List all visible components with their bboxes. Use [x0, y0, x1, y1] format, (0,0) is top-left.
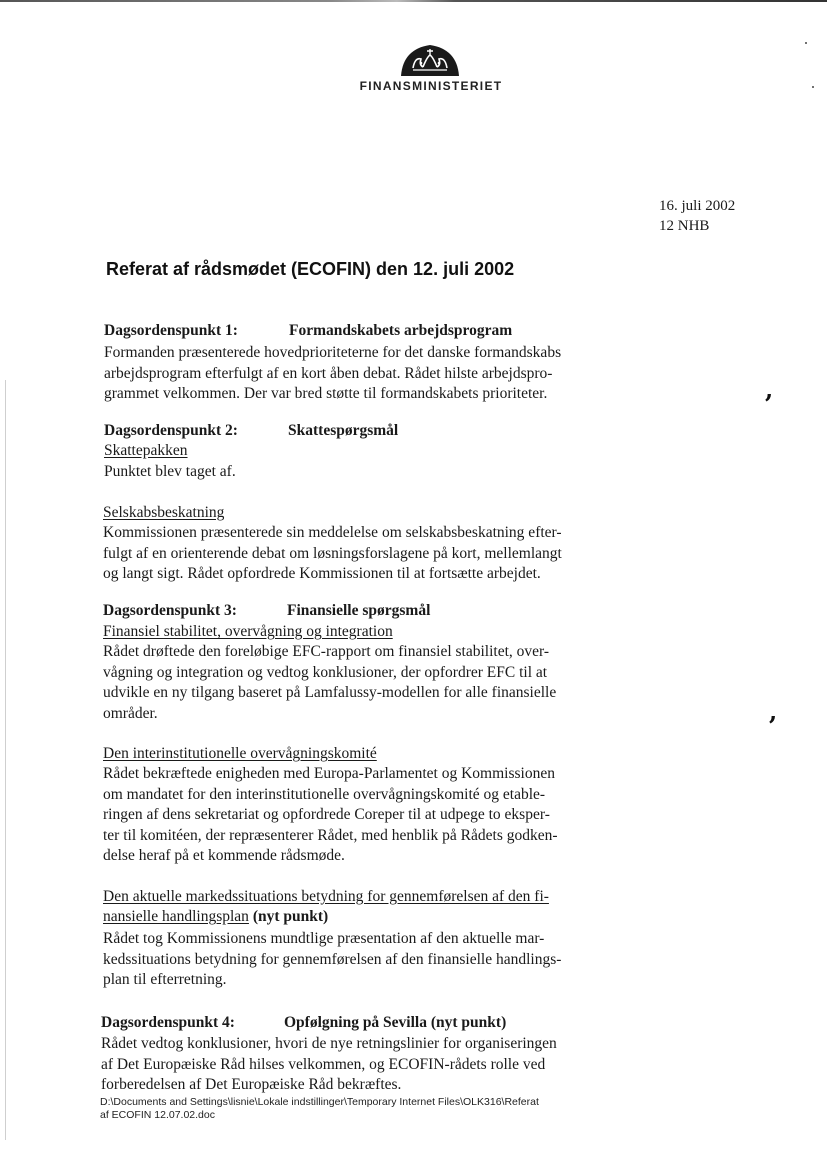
- subheading-text: nansielle handlingsplan: [103, 908, 249, 925]
- overvaagningskomite-text: [103, 764, 633, 867]
- agenda-item-topic: Finansielle spørgsmål: [287, 602, 431, 619]
- agenda-item-number: Dagsordenspunkt 1:: [104, 322, 238, 339]
- punch-hole-mark: ’: [768, 712, 778, 742]
- agenda-item-4-heading: [101, 1014, 507, 1032]
- document-reference: 12 NHB: [659, 218, 710, 234]
- text-line: vågning og integration og vedtog konklusioner, der opfordrer EFC til at: [103, 663, 548, 681]
- agenda-item-topic: Formandskabets arbejdsprogram: [289, 322, 513, 339]
- agenda-item-2-heading: [104, 422, 399, 440]
- subheading-skattepakken: Skattepakken: [104, 442, 188, 459]
- text-line: udvikle en ny tilgang baseret på Lamfalussy-modellen for alle finansielle: [103, 684, 557, 702]
- subheading-overvaagningskomite: Den interinstitutionelle overvågningskomité: [103, 745, 377, 762]
- agenda-item-number: Dagsordenspunkt 3:: [103, 602, 237, 619]
- scan-top-border: [0, 0, 827, 2]
- agenda-item-1-text: [104, 343, 634, 405]
- text-line: Rådet bekræftede enigheden med Europa-Parlamentet og Kommissionen: [103, 765, 555, 782]
- text-line: og langt sigt. Rådet opfordrede Kommissionen til at fortsætte arbejdet.: [103, 565, 541, 583]
- text-line: grammet velkommen. Der var bred støtte til formandskabets prioriteter.: [104, 385, 548, 403]
- selskabsbeskatning-text: [103, 523, 633, 585]
- document-title: Referat af rådsmødet (ECOFIN) den 12. juli 2002: [106, 259, 515, 279]
- scan-speck: [812, 86, 814, 88]
- text-line: forberedelsen af Det Europæiske Råd bekræftes.: [101, 1076, 402, 1094]
- skattepakken-text: [104, 462, 634, 483]
- document-date: 16. juli 2002: [659, 198, 736, 214]
- agenda-item-number: Dagsordenspunkt 2:: [104, 422, 238, 439]
- date-block: [659, 196, 735, 236]
- agenda-item-number: Dagsordenspunkt 4:: [101, 1014, 235, 1031]
- text-line: kedssituations betydning for gennemførelsen af den finansielle handlings-: [103, 950, 562, 968]
- text-line: ringen af dens sekretariat og opfordrede Coreper til at udpege to eksper-: [103, 806, 550, 824]
- text-line: områder.: [103, 704, 158, 722]
- text-line: ter til komitéen, der repræsenterer Rådet, med henblik på Rådets godken-: [103, 826, 558, 844]
- text-line: arbejdsprogram efterfulgt af en kort åben debat. Rådet hilste arbejdspro-: [104, 364, 553, 382]
- punch-hole-mark: ’: [764, 390, 774, 420]
- subheading-selskabsbeskatning: Selskabsbeskatning: [103, 504, 225, 521]
- text-line: Rådet vedtog konklusioner, hvori de nye retningslinier for organiseringen: [101, 1035, 557, 1052]
- text-line: fulgt af en orienterende debat om løsningsforslagene på kort, mellemlangt: [103, 544, 562, 562]
- text-line: om mandatet for den interinstitutionelle overvågningskomité og etable-: [103, 785, 546, 803]
- subheading-markedssituation-line2: [103, 908, 328, 926]
- agenda-item-topic: Skattespørgsmål: [288, 422, 399, 439]
- markedssituation-text: [103, 929, 633, 991]
- new-item-marker: (nyt punkt): [248, 908, 329, 925]
- file-path-footer: [100, 1096, 539, 1121]
- text-line: Rådet tog Kommissionens mundtlige præsentation af den aktuelle mar-: [103, 930, 545, 947]
- text-line: Formanden præsenterede hovedprioriteterne for det danske formandskabs: [104, 344, 562, 361]
- agenda-item-1-heading: [104, 322, 513, 340]
- ministry-name: FINANSMINISTERIET: [359, 79, 503, 93]
- file-path-line: D:\Documents and Settings\lisnie\Lokale indstillinger\Temporary Internet Files\OLK316\Referat: [100, 1096, 539, 1108]
- crown-icon: [399, 43, 461, 77]
- text-line: delse heraf på et kommende rådsmøde.: [103, 847, 345, 865]
- agenda-item-topic: Opfølgning på Sevilla (nyt punkt): [284, 1014, 507, 1031]
- file-path-line: af ECOFIN 12.07.02.doc: [100, 1108, 215, 1121]
- text-line: Rådet drøftede den foreløbige EFC-rapport om finansiel stabilitet, over-: [103, 643, 550, 660]
- subheading-markedssituation-line1: Den aktuelle markedssituations betydning for gennemførelsen af den fi-: [103, 888, 549, 905]
- agenda-item-3-heading: [103, 602, 431, 620]
- text-line: plan til efterretning.: [103, 971, 227, 989]
- scan-left-edge: [5, 380, 6, 1140]
- text-line: Kommissionen præsenterede sin meddelelse om selskabsbeskatning efter-: [103, 524, 562, 541]
- subheading-finansiel-stabilitet: Finansiel stabilitet, overvågning og integration: [103, 623, 393, 640]
- agenda-item-4-text: [101, 1034, 631, 1096]
- scan-speck: [805, 42, 807, 44]
- text-line: Punktet blev taget af.: [104, 463, 236, 480]
- finansiel-stabilitet-text: [103, 642, 633, 724]
- text-line: af Det Europæiske Råd hilses velkommen, og ECOFIN-rådets rolle ved: [101, 1055, 546, 1073]
